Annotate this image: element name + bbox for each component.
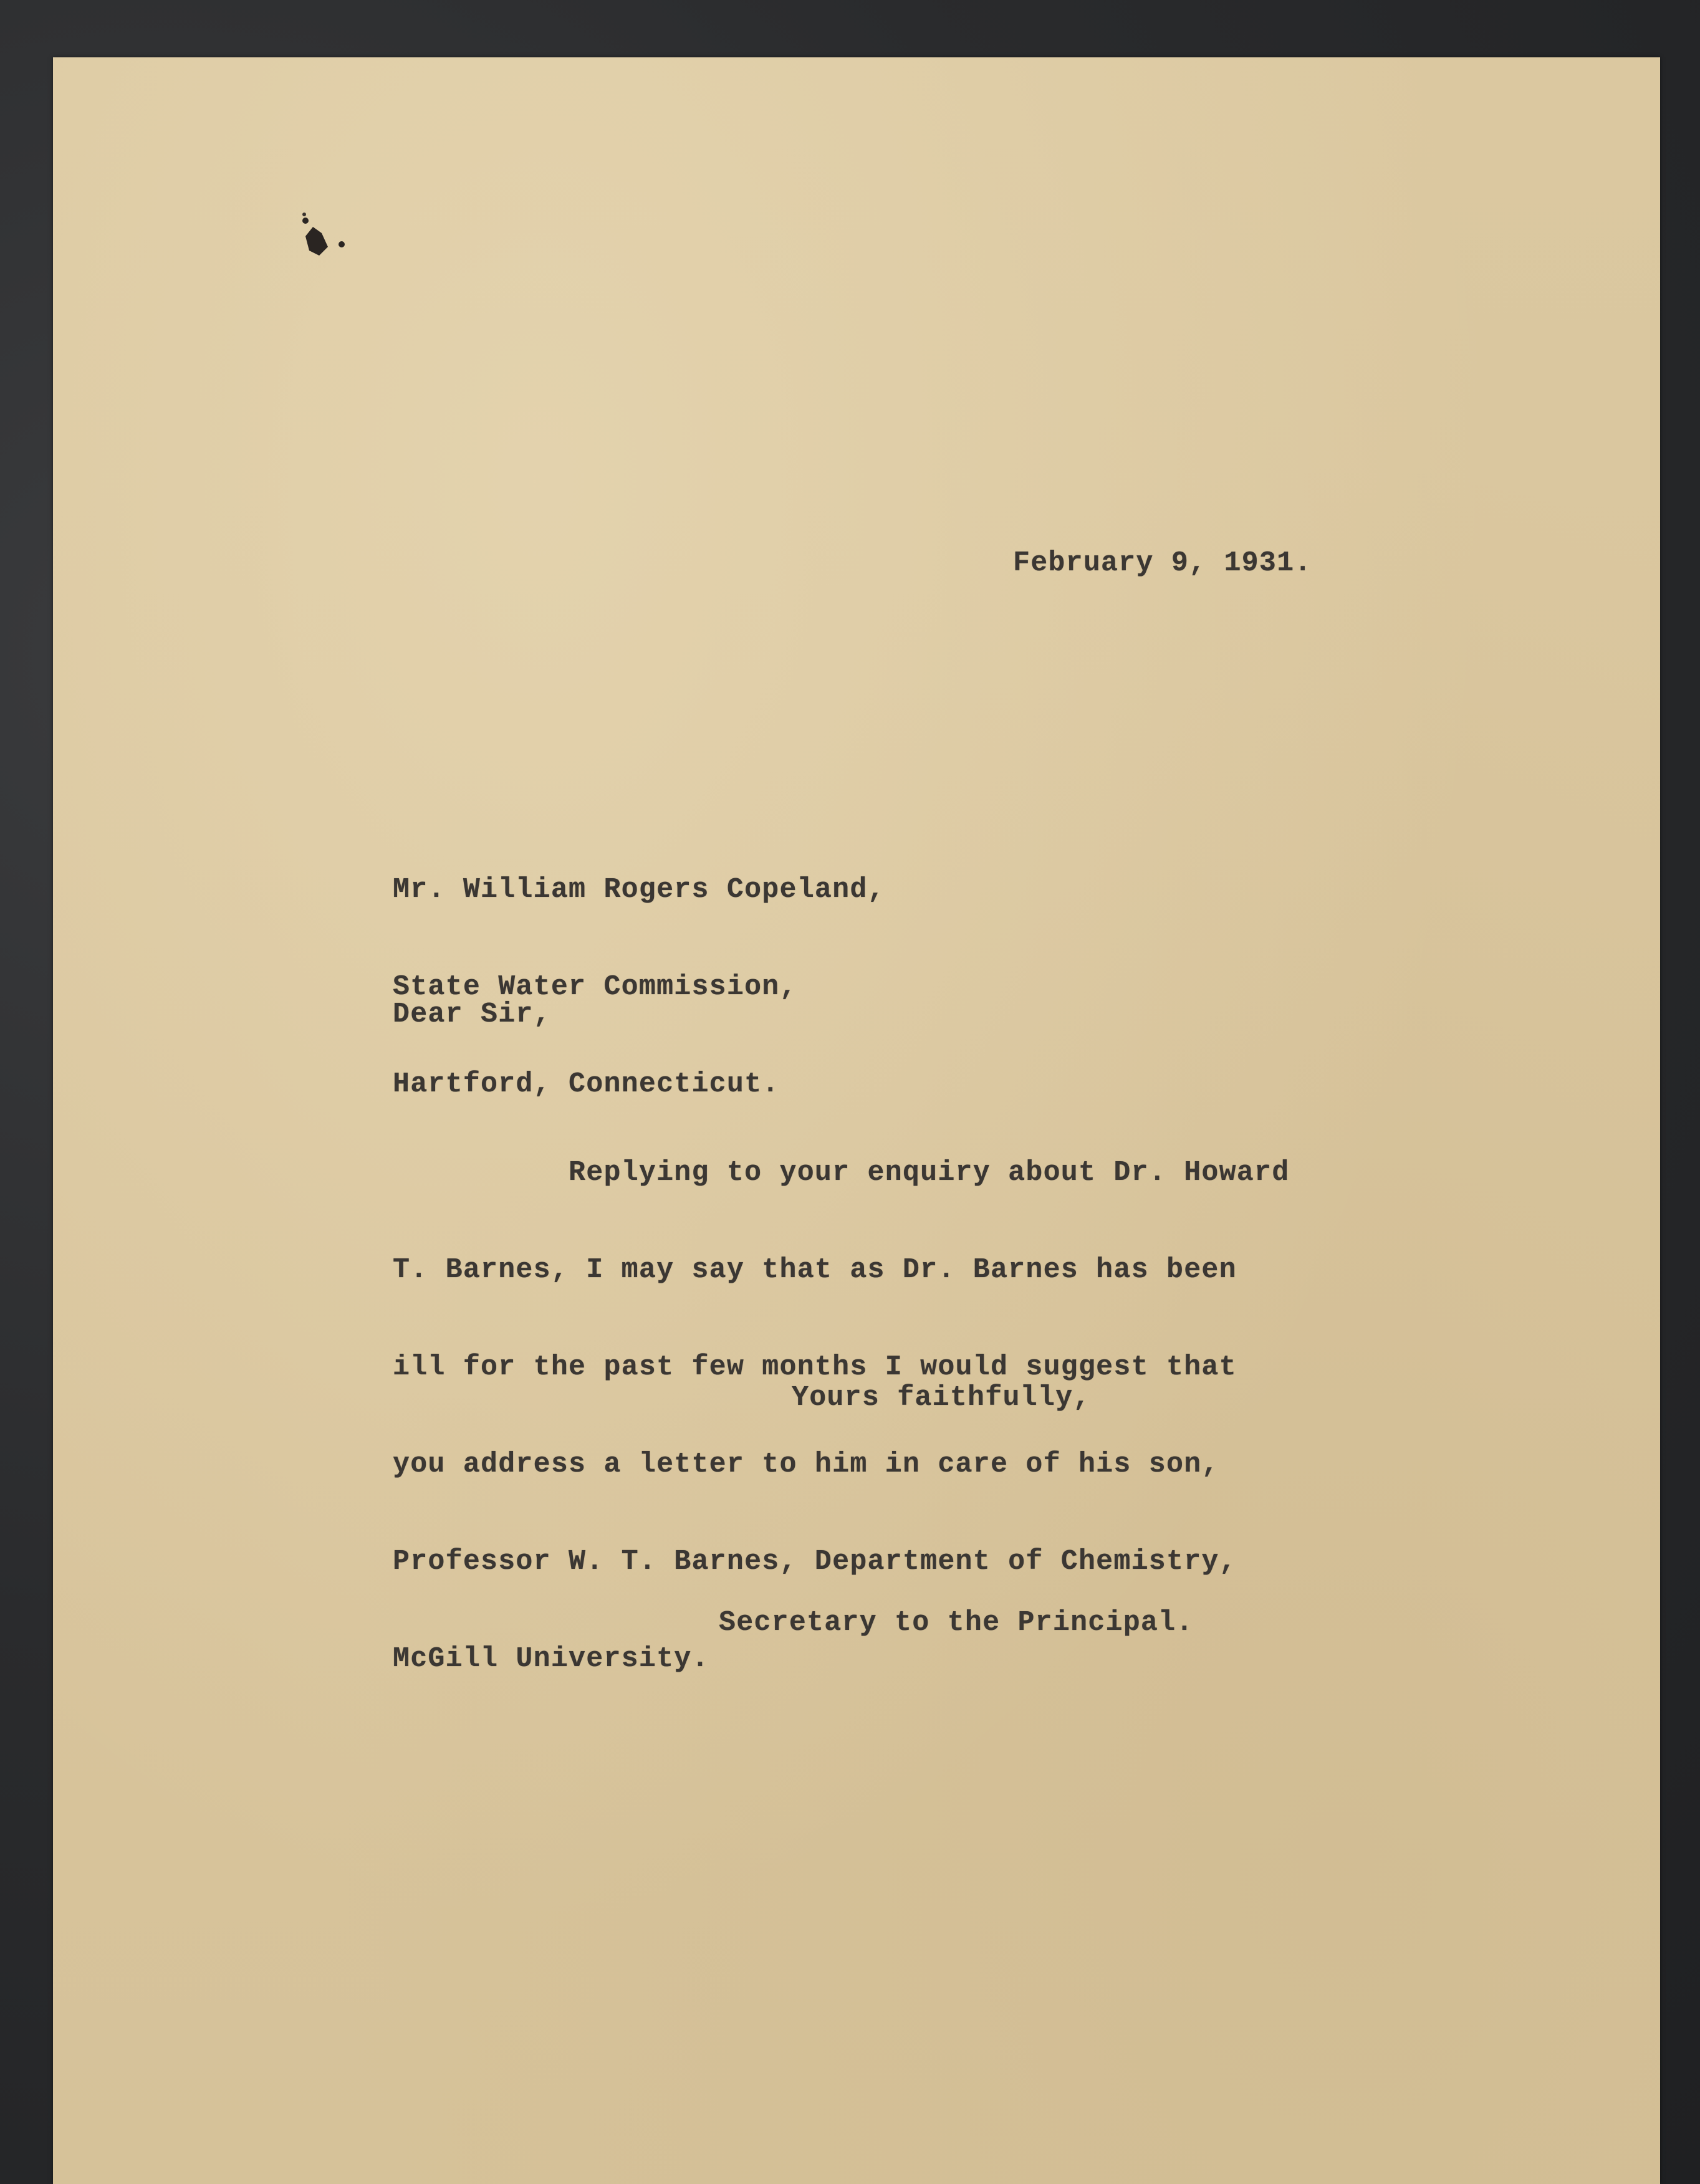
punch-hole-mark [268, 177, 349, 264]
body-line: T. Barnes, I may say that as Dr. Barnes has been [393, 1254, 1237, 1286]
body-line: Replying to your enquiry about Dr. Howard [393, 1157, 1290, 1189]
salutation: Dear Sir, [393, 999, 551, 1030]
recipient-organization: State Water Commission, [393, 971, 797, 1003]
body-line: you address a letter to him in care of his son, [393, 1449, 1219, 1480]
letter-date: February 9, 1931. [1013, 547, 1312, 579]
closing: Yours faithfully, [792, 1382, 1091, 1414]
body-line: McGill University. [393, 1643, 709, 1675]
letter-page [53, 57, 1660, 2184]
signature-title: Secretary to the Principal. [719, 1607, 1194, 1639]
body-line: Professor W. T. Barnes, Department of Chemistry, [393, 1546, 1237, 1578]
letter-body [393, 1092, 1289, 1740]
recipient-location: Hartford, Connecticut. [393, 1068, 780, 1100]
recipient-name: Mr. William Rogers Copeland, [393, 874, 885, 906]
body-line: ill for the past few months I would suggest that [393, 1351, 1237, 1383]
